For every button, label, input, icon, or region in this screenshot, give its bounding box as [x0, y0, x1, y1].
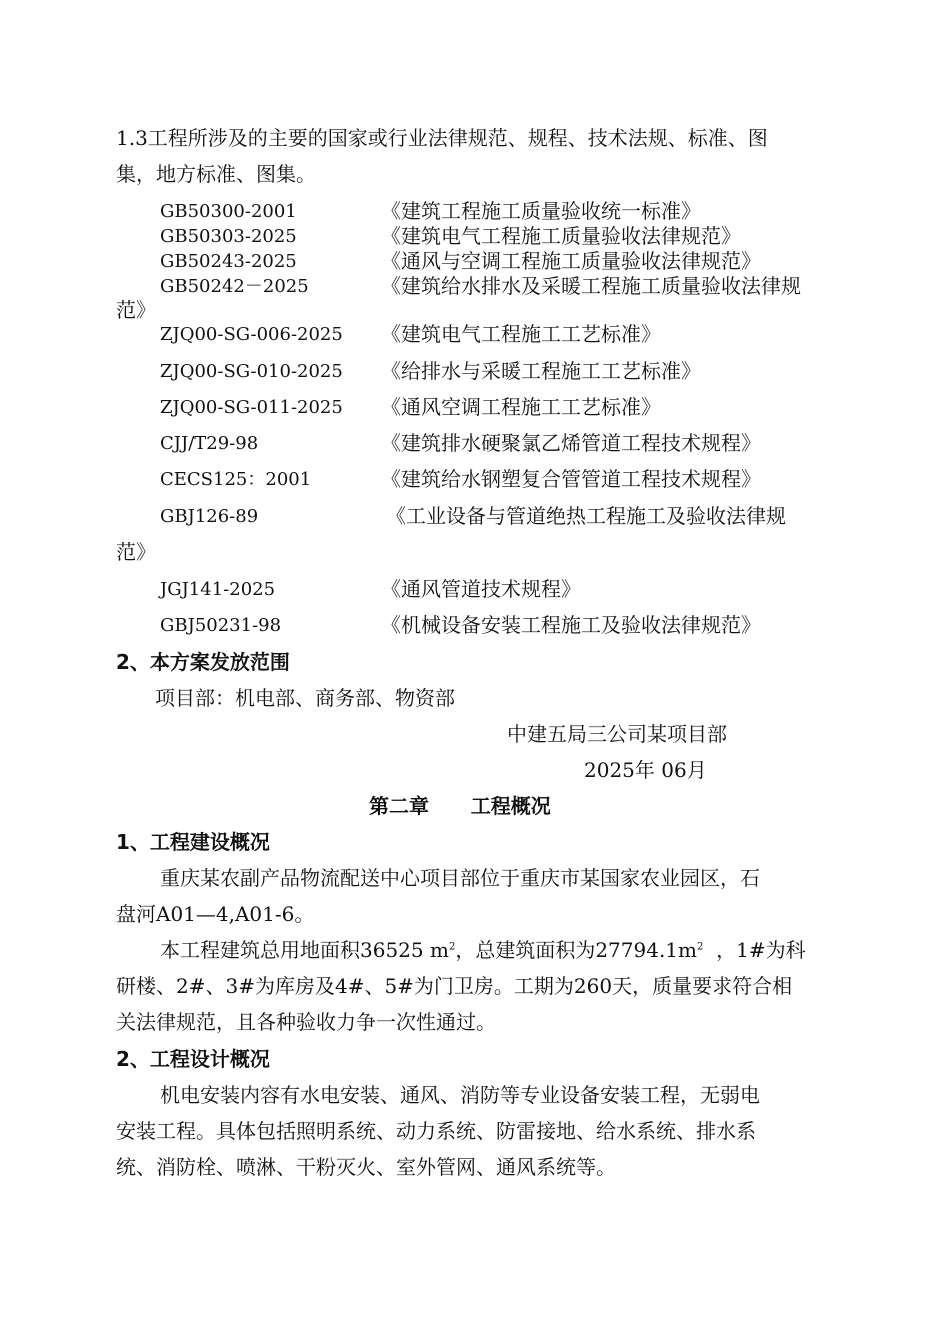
area-text: ，1#为科 [703, 938, 806, 962]
paragraph-line: 重庆某农副产品物流配送中心项目部位于重庆市某国家农业园区，石 [160, 866, 760, 890]
scope-date: 2025年 06月 [584, 758, 707, 782]
area-text: ，总建筑面积为27794.1m [455, 938, 697, 962]
section-heading: 2、工程设计概况 [116, 1047, 270, 1071]
standard-code: GBJ126-89 [160, 506, 259, 527]
standard-title: 《建筑给水钢塑复合管管道工程技术规程》 [381, 467, 761, 491]
standard-title: 《建筑给水排水及采暖工程施工质量验收法律规 [381, 274, 801, 298]
standard-title: 《建筑电气工程施工工艺标准》 [381, 322, 661, 346]
standard-code: JGJ141-2025 [160, 579, 276, 600]
chapter-title: 第二章 工程概况 [369, 794, 551, 818]
standard-code: GB50300-2001 [160, 201, 297, 222]
standard-code: CECS125：2001 [160, 469, 312, 490]
paragraph-line: 安装工程。具体包括照明系统、动力系统、防雷接地、给水系统、排水系 [116, 1119, 756, 1143]
paragraph-line: 机电安装内容有水电安装、通风、消防等专业设备安装工程，无弱电 [160, 1083, 760, 1107]
standard-code: ZJQ00-SG-011-2025 [160, 397, 343, 418]
standard-title: 《工业设备与管道绝热工程施工及验收法律规 [386, 504, 786, 528]
standard-code: ZJQ00-SG-006-2025 [160, 324, 343, 345]
standard-title: 《建筑电气工程施工质量验收法律规范》 [381, 224, 741, 248]
superscript: 2 [697, 941, 704, 953]
standard-title: 《通风管道技术规程》 [381, 577, 581, 601]
standard-title: 《通风与空调工程施工质量验收法律规范》 [381, 249, 761, 273]
standard-title-wrap: 范》 [116, 298, 156, 322]
intro-line-2: 集，地方标准、图集。 [116, 162, 316, 186]
area-text: 本工程建筑总用地面积36525 m [160, 938, 449, 962]
standard-title-wrap: 范》 [116, 540, 156, 564]
paragraph-line: 盘河A01—4,A01-6。 [116, 902, 315, 926]
standard-code: GB50243-2025 [160, 251, 297, 272]
standard-code: GBJ50231-98 [160, 615, 282, 636]
standard-title: 《建筑工程施工质量验收统一标准》 [381, 199, 701, 223]
standard-title: 《给排水与采暖工程施工工艺标准》 [381, 359, 701, 383]
paragraph-line: 统、消防栓、喷淋、干粉灭火、室外管网、通风系统等。 [116, 1155, 616, 1179]
standard-title: 《通风空调工程施工工艺标准》 [381, 395, 661, 419]
standard-code: ZJQ00-SG-010-2025 [160, 361, 343, 382]
intro-line-1: 1.3工程所涉及的主要的国家或行业法律规范、规程、技术法规、标准、图 [116, 126, 768, 150]
superscript: 2 [448, 941, 456, 953]
scope-heading: 2、本方案发放范围 [116, 650, 290, 674]
standard-code: GB50303-2025 [160, 226, 297, 247]
scope-organization: 中建五局三公司某项目部 [507, 722, 727, 746]
paragraph-line [160, 938, 806, 962]
standard-title: 《建筑排水硬聚氯乙烯管道工程技术规程》 [381, 431, 761, 455]
scope-text: 项目部：机电部、商务部、物资部 [155, 686, 455, 710]
standard-code: CJJ/T29-98 [160, 433, 259, 454]
section-heading: 1、工程建设概况 [116, 830, 270, 854]
standard-title: 《机械设备安装工程施工及验收法律规范》 [381, 613, 761, 637]
paragraph-line: 研楼、2#、3#为库房及4#、5#为门卫房。工期为260天，质量要求符合相 [116, 974, 793, 998]
standard-code: GB50242－2025 [160, 276, 309, 297]
paragraph-line: 关法律规范，且各种验收力争一次性通过。 [116, 1010, 496, 1034]
